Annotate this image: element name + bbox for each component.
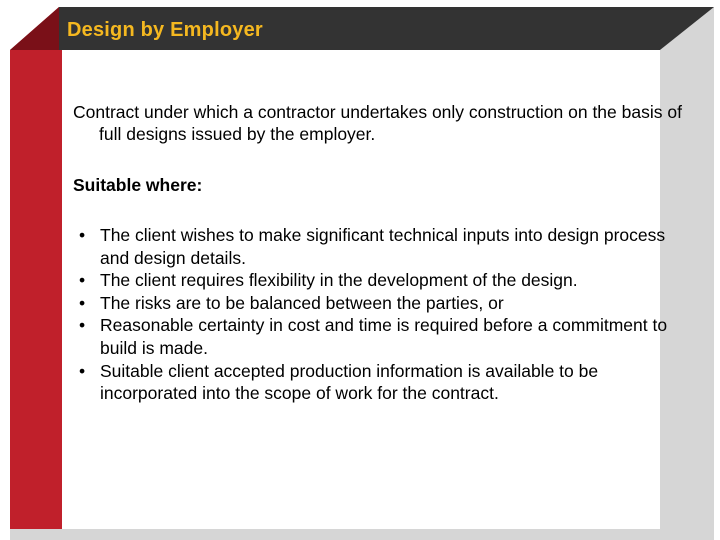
frame-red-corner bbox=[10, 7, 59, 50]
list-item-text: The client requires flexibility in the development of the design. bbox=[100, 270, 578, 291]
intro-paragraph: Contract under which a contractor undertakes only construction on the basis of full designs issued by the employer. bbox=[73, 102, 682, 144]
bullet-icon: • bbox=[79, 360, 86, 381]
list-item bbox=[73, 269, 683, 292]
frame-red-left bbox=[10, 7, 62, 529]
bullet-icon: • bbox=[79, 270, 86, 291]
list-item bbox=[73, 314, 683, 359]
bullet-icon: • bbox=[79, 225, 86, 245]
list-item-text: Suitable client accepted production information is available to be incorporated into the scope of work for the contract. bbox=[100, 360, 599, 404]
list-item-text: Reasonable certainty in cost and time is required before a commitment to build is made. bbox=[100, 315, 668, 358]
bullet-icon: • bbox=[79, 292, 86, 313]
list-item bbox=[73, 224, 683, 269]
slide-body bbox=[73, 101, 683, 405]
list-item-text: The risks are to be balanced between the parties, or bbox=[100, 292, 504, 313]
frame-shadow-bottom bbox=[10, 529, 705, 540]
slide-title: Design by Employer bbox=[67, 19, 263, 41]
suitability-list bbox=[73, 224, 683, 405]
list-item-text: The client wishes to make significant technical inputs into design process and design details. bbox=[100, 225, 666, 268]
suitable-where-heading: Suitable where: bbox=[73, 175, 203, 195]
list-item bbox=[73, 292, 683, 315]
list-item bbox=[73, 360, 683, 405]
bullet-icon: • bbox=[79, 315, 86, 336]
